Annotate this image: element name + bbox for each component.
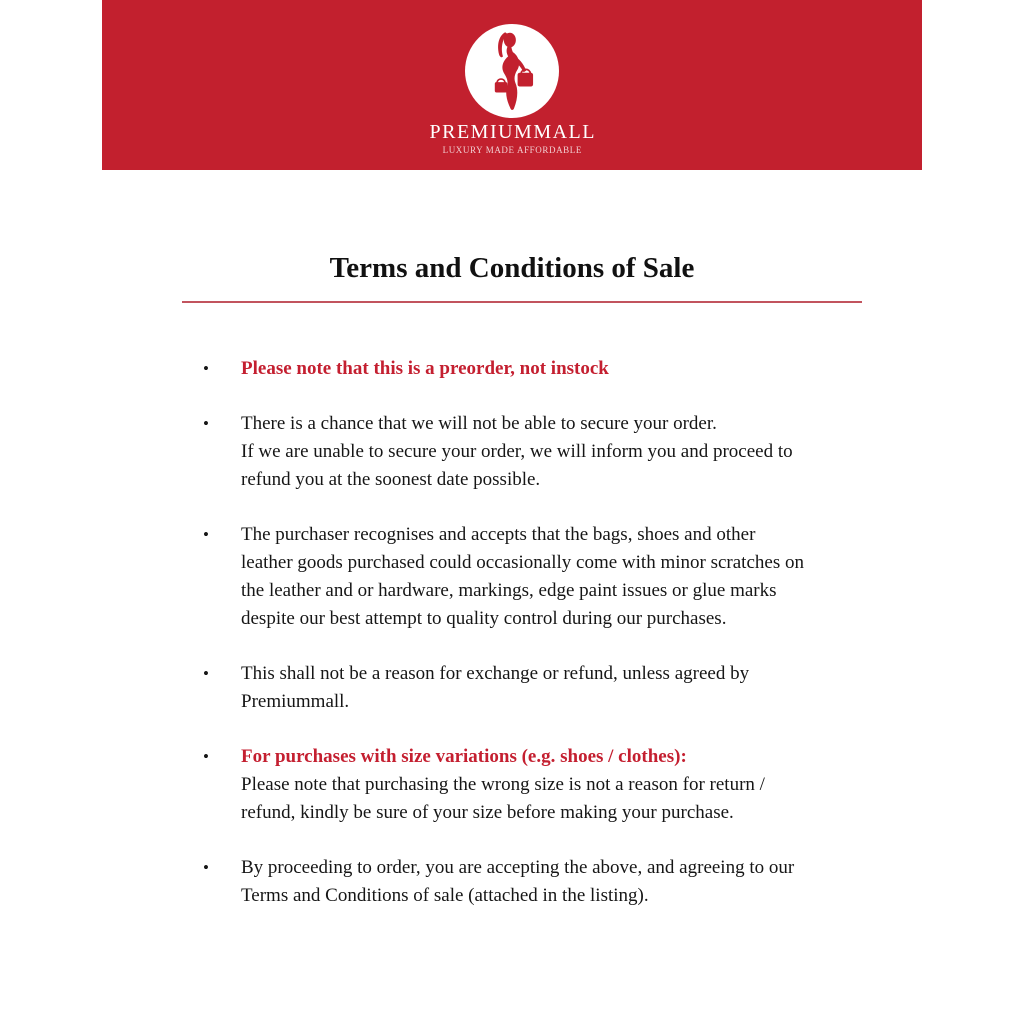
bullet-line: Terms and Conditions of sale (attached in the listing). [241,885,649,906]
brand-header [102,0,922,170]
bullet-marker: • [203,747,209,766]
brand-name: PREMIUMMALL [429,121,596,143]
bullet-item-preorder-notice [203,355,842,383]
bullet-line: The purchaser recognises and accepts that the bags, shoes and other [241,524,756,545]
bullet-line: refund, kindly be sure of your size before making your purchase. [241,802,734,823]
bullet-line: refund you at the soonest date possible. [241,469,541,490]
brand-tagline: LUXURY MADE AFFORDABLE [442,145,582,155]
woman-with-shopping-bags-icon [469,28,555,114]
bullet-line: Please note that purchasing the wrong size is not a reason for return / [241,774,765,795]
bullet-item-size-variations [203,743,842,827]
bullet-line: If we are unable to secure your order, we will inform you and proceed to [241,441,793,462]
bullet-marker: • [203,525,209,544]
bullet-marker: • [203,664,209,683]
page-title: Terms and Conditions of Sale [329,252,695,284]
bullet-heading: Please note that this is a preorder, not instock [241,358,609,379]
bullet-item-secure-order [203,410,842,494]
terms-document [172,252,852,910]
brand-logo [465,24,559,118]
bullet-item-no-exchange [203,660,842,716]
bullet-line: By proceeding to order, you are accepting the above, and agreeing to our [241,857,795,878]
bullet-line: This shall not be a reason for exchange or refund, unless agreed by [241,663,750,684]
bullet-marker: • [203,858,209,877]
bullet-line: the leather and or hardware, markings, edge paint issues or glue marks [241,580,777,601]
title-divider [182,301,862,303]
bullet-item-acceptance [203,854,842,910]
bullet-item-minor-defects [203,521,842,633]
terms-list [172,355,852,910]
bullet-line: Premiummall. [241,691,350,712]
bullet-line: despite our best attempt to quality control during our purchases. [241,608,727,629]
bullet-heading: For purchases with size variations (e.g. shoes / clothes): [241,746,687,767]
bullet-line: leather goods purchased could occasionally come with minor scratches on [241,552,804,573]
bullet-line: There is a chance that we will not be able to secure your order. [241,413,717,434]
bullet-marker: • [203,414,209,433]
bullet-marker: • [203,359,209,378]
